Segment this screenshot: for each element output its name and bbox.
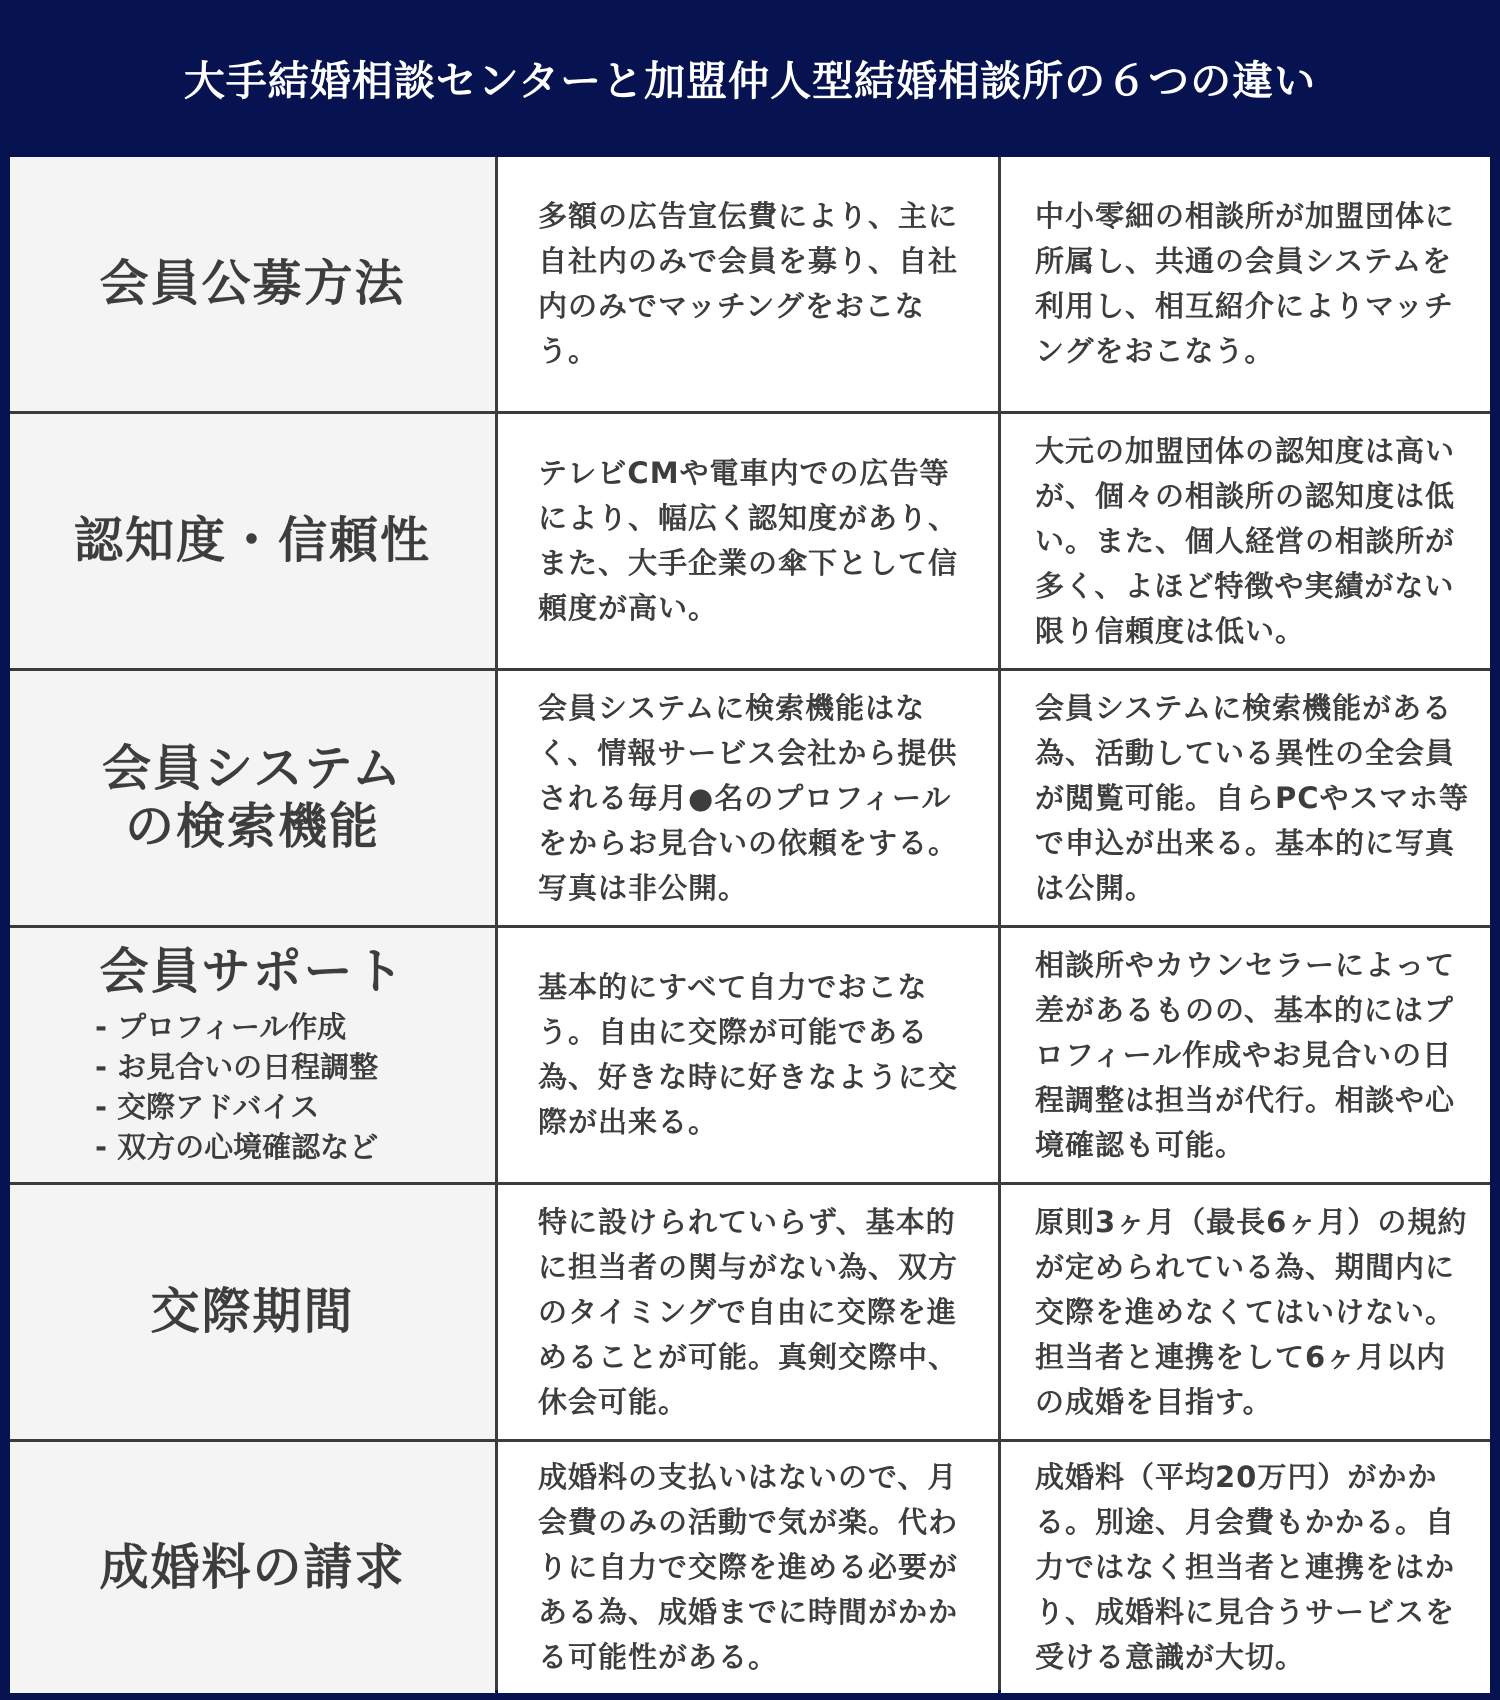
- member-agency-cell-fee: [1001, 1442, 1490, 1693]
- support-item: - プロフィール作成: [95, 1009, 347, 1044]
- cell-text: 成婚料の支払いはないので、月会費のみの活動で気が楽。代わりに自力で交際を進める必要がある為、成婚までに時間がかかる可能性がある。: [538, 1460, 959, 1674]
- cell-text: 成婚料（平均20万円）がかかる。別途、月会費もかかる。自力ではなく担当者と連携をはかり、成婚料に見合うサービスを受ける意識が大切。: [1035, 1460, 1456, 1674]
- support-item: - 双方の心境確認など: [95, 1129, 379, 1164]
- member-agency-cell-recruitment: [1001, 157, 1490, 411]
- cell-text: 特に設けられていらず、基本的に担当者の関与がない為、双方のタイミングで自由に交際を進めることが可能。真剣交際中、休会可能。: [538, 1204, 959, 1419]
- cell-text: 中小零細の相談所が加盟団体に所属し、共通の会員システムを利用し、相互紹介によりマッチングをおこなう。: [1035, 199, 1456, 368]
- cell-text: 基本的にすべて自力でおこなう。自由に交際が可能である為、好きな時に好きなように交際が出来る。: [538, 970, 959, 1139]
- large-center-cell-recognition: [498, 414, 998, 668]
- cell-text: 原則3ヶ月（最長6ヶ月）の規約が定められている為、期間内に交際を進めなくてはいけない。担当者と連携をして6ヶ月以内の成婚を目指す。: [1035, 1204, 1468, 1419]
- row-heading-label: 成婚料の請求: [99, 1538, 406, 1596]
- comparison-table: [10, 157, 1490, 1690]
- row-heading-recognition: [10, 414, 495, 668]
- large-center-cell-recruitment: [498, 157, 998, 411]
- support-item: - 交際アドバイス: [95, 1089, 320, 1124]
- member-agency-cell-support: [1001, 928, 1490, 1182]
- large-center-cell-search: [498, 671, 998, 925]
- row-heading-dating-period: [10, 1185, 495, 1439]
- member-agency-cell-search: [1001, 671, 1490, 925]
- large-center-cell-dating-period: [498, 1185, 998, 1439]
- row-heading-support: [10, 928, 495, 1182]
- support-item: - お見合いの日程調整: [95, 1049, 379, 1084]
- cell-text: 大元の加盟団体の認知度は高いが、個々の相談所の認知度は低い。また、個人経営の相談所が多く、よほど特徴や実績がない限り信頼度は低い。: [1035, 433, 1456, 648]
- member-agency-cell-dating-period: [1001, 1185, 1490, 1439]
- row-heading-label: 認知度・信頼性: [73, 512, 431, 570]
- cell-text: テレビCMや電車内での広告等により、幅広く認知度があり、また、大手企業の傘下として信頼度が高い。: [538, 456, 959, 625]
- row-heading-label: 会員サポート: [99, 943, 406, 1001]
- cell-text: 会員システムに検索機能はなく、情報サービス会社から提供される毎月●名のプロフィールをからお見合いの依頼をする。写真は非公開。: [538, 690, 959, 905]
- row-heading-label-line2: の検索機能: [124, 798, 380, 855]
- row-heading-label-line1: 会員システム: [101, 740, 404, 798]
- large-center-cell-support: [498, 928, 998, 1182]
- cell-text: 多額の広告宣伝費により、主に自社内のみで会員を募り、自社内のみでマッチングをおこなう。: [538, 199, 959, 368]
- row-heading-label: 交際期間: [150, 1283, 355, 1341]
- cell-text: 会員システムに検索機能がある為、活動している異性の全会員が閲覧可能。自らPCやスマホ等で申込が出来る。基本的に写真は公開。: [1035, 690, 1469, 905]
- member-agency-cell-recognition: [1001, 414, 1490, 668]
- cell-text: 相談所やカウンセラーによって差があるものの、基本的にはプロフィール作成やお見合いの日程調整は担当が代行。相談や心境確認も可能。: [1035, 947, 1456, 1162]
- row-heading-recruitment: [10, 157, 495, 411]
- large-center-cell-fee: [498, 1442, 998, 1693]
- row-heading-label: 会員公募方法: [99, 255, 406, 313]
- page-title: 大手結婚相談センターと加盟仲人型結婚相談所の６つの違い: [183, 57, 1317, 105]
- row-heading-search: [10, 671, 495, 925]
- row-heading-fee: [10, 1442, 495, 1693]
- support-item-list: [20, 1007, 378, 1167]
